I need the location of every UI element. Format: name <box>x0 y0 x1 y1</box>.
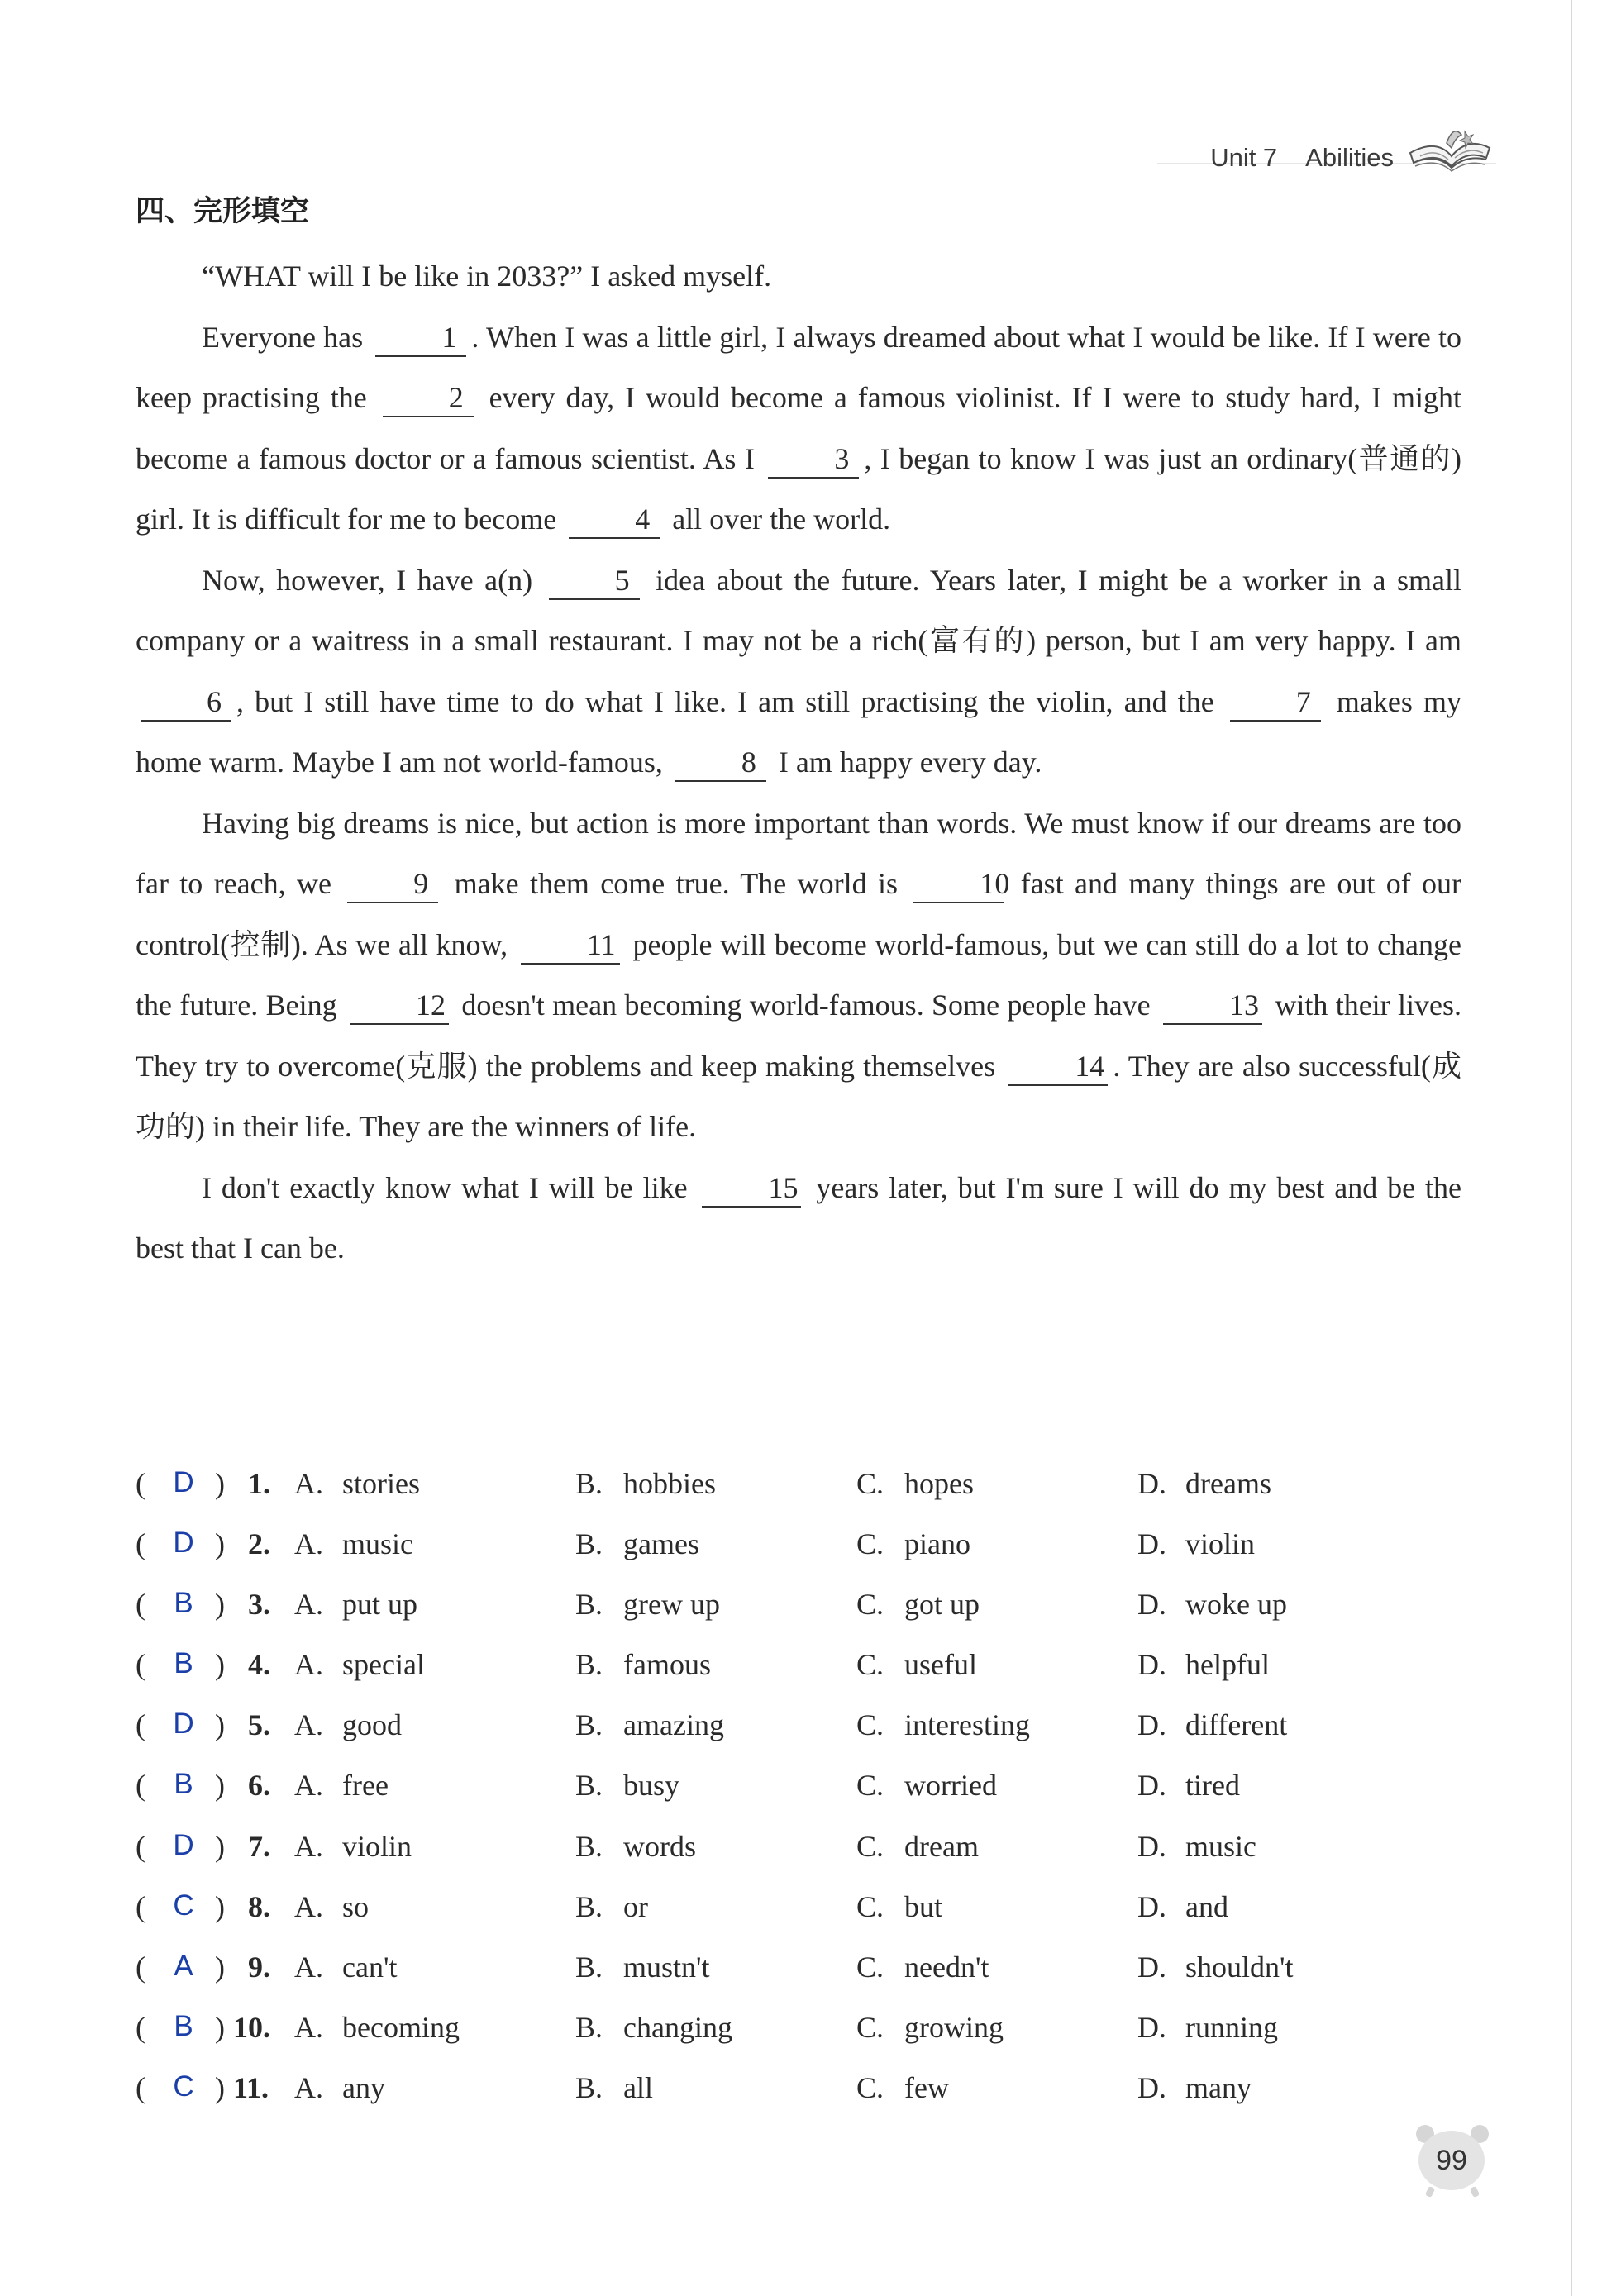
option-letter: C. <box>856 1708 884 1742</box>
question-row <box>132 1515 1422 1575</box>
option-letter: A. <box>294 1950 323 1984</box>
question-row <box>132 1998 1422 2059</box>
answer-letter: D <box>173 1466 194 1498</box>
question-number: 7. <box>248 1829 270 1863</box>
question-number: 1. <box>248 1467 270 1500</box>
question-row <box>132 1636 1422 1696</box>
passage-text: Having big dreams is nice, but action is more important than words. We must know if our dreams are too far to reach, we <box>136 806 1461 900</box>
option-letter: D. <box>1137 1527 1166 1561</box>
option-b <box>575 1466 716 1501</box>
option-text: changing <box>623 2010 732 2044</box>
question-row <box>132 1817 1422 1878</box>
option-text: becoming <box>342 2010 460 2044</box>
open-book-icon <box>1404 120 1495 178</box>
option-letter: B. <box>575 1708 603 1742</box>
option-text: good <box>342 1708 402 1742</box>
option-a <box>294 1768 389 1803</box>
option-c <box>856 1587 980 1622</box>
option-text: grew up <box>623 1588 720 1622</box>
option-d <box>1137 2070 1252 2105</box>
option-letter: A. <box>294 1588 323 1622</box>
option-a <box>294 2070 385 2105</box>
passage-paragraph <box>136 1158 1461 1279</box>
passage-paragraph <box>136 550 1461 793</box>
blank-14: 14 <box>1008 1050 1108 1086</box>
option-text: few <box>904 2070 949 2104</box>
option-text: got up <box>904 1588 980 1622</box>
passage-text: people will become world-famous, but we can still do a lot to change the future. Being <box>136 927 1462 1022</box>
option-b <box>575 2010 732 2045</box>
unit-title: Abilities <box>1305 143 1394 172</box>
option-c <box>856 1708 1030 1742</box>
cloze-passage <box>136 246 1461 1279</box>
option-letter: B. <box>575 2070 603 2104</box>
passage-text: every day, I would become a famous violinist. If I were to study hard, I might become a famous doctor or a famous scientist. As I <box>136 381 1462 475</box>
option-a <box>294 1950 397 1984</box>
paren-close: ) <box>215 2070 225 2104</box>
paren-open: ( <box>136 1829 145 1863</box>
paren-close: ) <box>215 1467 225 1500</box>
blank-3: 3 <box>768 442 859 479</box>
option-b <box>575 1829 696 1864</box>
blank-7: 7 <box>1230 685 1321 722</box>
option-a <box>294 1587 417 1622</box>
option-letter: D. <box>1137 1708 1166 1742</box>
passage-text: . They are also successful(成功的) in their life. They are the winners of life. <box>136 1049 1462 1143</box>
option-d <box>1137 1889 1228 1924</box>
unit-label: Unit 7 <box>1210 143 1278 172</box>
paren-close: ) <box>215 1588 225 1622</box>
option-b <box>575 1768 679 1803</box>
option-text: any <box>342 2070 385 2104</box>
passage-text: , I began to know I was just an ordinary(普通的) girl. It is difficult for me to become <box>136 441 1461 536</box>
option-d <box>1137 1466 1271 1501</box>
passage-text: years later, but I'm sure I will do my best and be the best that I can be. <box>136 1170 1461 1265</box>
paren-close: ) <box>215 1950 225 1984</box>
question-number: 10. <box>233 2010 270 2044</box>
running-header <box>1210 120 1495 173</box>
option-text: famous <box>623 1648 711 1682</box>
page-edge-line <box>1571 0 1572 2296</box>
option-text: music <box>1185 1829 1256 1863</box>
option-letter: C. <box>856 1527 884 1561</box>
passage-text: , but I still have time to do what I like. I am still practising the violin, and the <box>236 684 1214 718</box>
option-c <box>856 1527 970 1561</box>
header-text <box>1210 143 1394 173</box>
option-d <box>1137 2010 1278 2045</box>
answer-letter: C <box>173 1889 194 1922</box>
option-letter: D. <box>1137 1950 1166 1984</box>
option-b <box>575 1647 711 1682</box>
option-text: mustn't <box>623 1950 710 1984</box>
page-number-badge <box>1407 2116 1498 2198</box>
option-letter: A. <box>294 1527 323 1561</box>
option-text: running <box>1185 2010 1278 2044</box>
option-text: violin <box>342 1829 412 1863</box>
option-a <box>294 1829 412 1864</box>
passage-text: I don't exactly know what I will be like <box>202 1170 688 1204</box>
option-letter: A. <box>294 1769 323 1803</box>
passage-paragraph <box>136 246 1461 307</box>
option-c <box>856 1647 977 1682</box>
paren-close: ) <box>215 1527 225 1561</box>
paren-open: ( <box>136 1769 145 1803</box>
option-d <box>1137 1768 1240 1803</box>
option-text: dreams <box>1185 1467 1271 1500</box>
option-c <box>856 1829 979 1864</box>
option-letter: B. <box>575 1467 603 1500</box>
option-d <box>1137 1829 1256 1864</box>
option-b <box>575 1889 648 1924</box>
option-letter: A. <box>294 1829 323 1863</box>
answer-letter: B <box>174 2009 193 2042</box>
option-b <box>575 1950 710 1984</box>
option-text: amazing <box>623 1708 724 1742</box>
option-letter: C. <box>856 1950 884 1984</box>
option-text: shouldn't <box>1185 1950 1294 1984</box>
option-letter: D. <box>1137 1829 1166 1863</box>
blank-9: 9 <box>347 867 438 903</box>
option-text: woke up <box>1185 1588 1287 1622</box>
option-a <box>294 1889 369 1924</box>
paren-open: ( <box>136 2070 145 2104</box>
option-text: but <box>904 1889 943 1923</box>
option-text: piano <box>904 1527 970 1561</box>
option-a <box>294 1527 413 1561</box>
option-text: tired <box>1185 1769 1240 1803</box>
option-text: music <box>342 1527 413 1561</box>
option-letter: A. <box>294 2010 323 2044</box>
paren-close: ) <box>215 1769 225 1803</box>
option-d <box>1137 1950 1294 1984</box>
blank-4: 4 <box>569 503 660 539</box>
blank-8: 8 <box>675 745 766 782</box>
question-row <box>132 1878 1422 1938</box>
option-letter: A. <box>294 1648 323 1682</box>
option-letter: D. <box>1137 2010 1166 2044</box>
paren-open: ( <box>136 1950 145 1984</box>
blank-5: 5 <box>549 564 640 600</box>
paren-open: ( <box>136 1588 145 1622</box>
question-number: 4. <box>248 1648 270 1682</box>
multiple-choice-list <box>132 1455 1422 2119</box>
option-text: worried <box>904 1769 997 1803</box>
option-text: or <box>623 1889 648 1923</box>
paren-close: ) <box>215 1889 225 1923</box>
passage-text: I am happy every day. <box>778 745 1042 779</box>
paren-close: ) <box>215 1708 225 1742</box>
answer-letter: A <box>174 1949 193 1982</box>
option-letter: A. <box>294 2070 323 2104</box>
question-number: 3. <box>248 1588 270 1622</box>
option-text: hopes <box>904 1467 974 1500</box>
passage-text: . When I was a little girl, I always dreamed about what I would be like. If I were to keep practising the <box>136 320 1461 414</box>
option-a <box>294 2010 460 2045</box>
passage-text: idea about the future. Years later, I might be a worker in a small company or a waitress in a small restaurant. I may not be a rich(富有的) person, but I am very happy. I am <box>136 563 1462 657</box>
option-text: special <box>342 1648 425 1682</box>
option-a <box>294 1647 425 1682</box>
section-title: 四、完形填空 <box>136 195 310 228</box>
option-letter: D. <box>1137 1769 1166 1803</box>
option-c <box>856 1466 974 1501</box>
option-b <box>575 1587 720 1622</box>
option-letter: B. <box>575 1648 603 1682</box>
paren-close: ) <box>215 1648 225 1682</box>
question-row <box>132 1575 1422 1636</box>
answer-letter: B <box>174 1647 193 1680</box>
option-letter: B. <box>575 2010 603 2044</box>
passage-text: with their lives. They try to overcome(克服) the problems and keep making themselves <box>136 988 1461 1083</box>
option-letter: C. <box>856 1648 884 1682</box>
option-letter: A. <box>294 1467 323 1500</box>
option-c <box>856 1889 942 1924</box>
option-c <box>856 2070 949 2105</box>
option-text: different <box>1185 1708 1288 1742</box>
option-text: can't <box>342 1950 398 1984</box>
question-number: 11. <box>233 2070 269 2104</box>
answer-letter: B <box>174 1587 193 1620</box>
option-letter: A. <box>294 1708 323 1742</box>
paren-open: ( <box>136 2010 145 2044</box>
option-d <box>1137 1587 1287 1622</box>
answer-letter: D <box>173 1708 194 1741</box>
option-letter: D. <box>1137 1648 1166 1682</box>
paren-open: ( <box>136 1708 145 1742</box>
paren-open: ( <box>136 1467 145 1500</box>
option-letter: D. <box>1137 1588 1166 1622</box>
passage-text: make them come true. The world is <box>454 867 898 900</box>
blank-2: 2 <box>383 381 474 417</box>
option-b <box>575 1527 699 1561</box>
passage-text: Everyone has <box>202 320 364 354</box>
option-text: stories <box>342 1467 420 1500</box>
option-text: put up <box>342 1588 418 1622</box>
option-text: all <box>623 2070 653 2104</box>
passage-text: fast and many things are out of our control(控制). As we all know, <box>136 867 1462 961</box>
blank-15: 15 <box>702 1171 801 1208</box>
answer-letter: B <box>174 1768 193 1801</box>
question-number: 5. <box>248 1708 270 1742</box>
paren-close: ) <box>215 2010 225 2044</box>
option-text: words <box>623 1829 696 1863</box>
option-letter: C. <box>856 1829 884 1863</box>
answer-letter: D <box>173 1527 194 1560</box>
option-letter: B. <box>575 1950 603 1984</box>
option-d <box>1137 1527 1255 1561</box>
option-letter: C. <box>856 2070 884 2104</box>
paren-open: ( <box>136 1527 145 1561</box>
option-text: helpful <box>1185 1648 1270 1682</box>
paren-close: ) <box>215 1829 225 1863</box>
answer-letter: D <box>173 1828 194 1861</box>
option-a <box>294 1466 420 1501</box>
option-letter: B. <box>575 1829 603 1863</box>
option-d <box>1137 1708 1287 1742</box>
option-text: needn't <box>904 1950 989 1984</box>
option-letter: D. <box>1137 1467 1166 1500</box>
option-letter: B. <box>575 1527 603 1561</box>
passage-text: makes my home warm. Maybe I am not world-famous, <box>136 684 1461 779</box>
option-text: many <box>1185 2070 1252 2104</box>
paren-open: ( <box>136 1648 145 1682</box>
passage-paragraph <box>136 307 1461 550</box>
option-text: hobbies <box>623 1467 716 1500</box>
answer-letter: C <box>173 2070 194 2103</box>
option-text: dream <box>904 1829 979 1863</box>
option-letter: C. <box>856 1889 884 1923</box>
option-letter: C. <box>856 2010 884 2044</box>
question-row <box>132 1938 1422 1998</box>
option-letter: B. <box>575 1588 603 1622</box>
option-text: violin <box>1185 1527 1256 1561</box>
paren-open: ( <box>136 1889 145 1923</box>
page-number: 99 <box>1418 2131 1485 2190</box>
option-c <box>856 1768 997 1803</box>
blank-6: 6 <box>141 685 231 722</box>
blank-1: 1 <box>375 321 466 357</box>
passage-text: “WHAT will I be like in 2033?” I asked myself. <box>202 260 772 293</box>
option-letter: D. <box>1137 2070 1166 2104</box>
question-row <box>132 1455 1422 1515</box>
option-c <box>856 1950 989 1984</box>
option-d <box>1137 1647 1270 1682</box>
question-number: 8. <box>248 1889 270 1923</box>
option-letter: A. <box>294 1889 323 1923</box>
blank-10: 10 <box>913 867 1004 903</box>
question-row <box>132 1696 1422 1756</box>
option-text: games <box>623 1527 699 1561</box>
option-letter: C. <box>856 1588 884 1622</box>
passage-text: Now, however, I have a(n) <box>202 563 533 597</box>
option-b <box>575 2070 653 2105</box>
option-text: interesting <box>904 1708 1030 1742</box>
option-text: busy <box>623 1769 680 1803</box>
option-text: useful <box>904 1648 977 1682</box>
option-letter: B. <box>575 1769 603 1803</box>
question-number: 9. <box>248 1950 270 1984</box>
option-a <box>294 1708 402 1742</box>
question-number: 6. <box>248 1769 270 1803</box>
option-c <box>856 2010 1004 2045</box>
passage-text: all over the world. <box>672 503 891 536</box>
option-letter: B. <box>575 1889 603 1923</box>
blank-12: 12 <box>350 988 449 1025</box>
option-letter: C. <box>856 1467 884 1500</box>
option-text: so <box>342 1889 370 1923</box>
question-number: 2. <box>248 1527 270 1561</box>
passage-text: doesn't mean becoming world-famous. Some people have <box>461 988 1151 1022</box>
question-row <box>132 1756 1422 1817</box>
option-text: and <box>1185 1889 1228 1923</box>
question-row <box>132 2059 1422 2119</box>
option-b <box>575 1708 724 1742</box>
option-text: free <box>342 1769 389 1803</box>
blank-13: 13 <box>1163 988 1262 1025</box>
option-letter: C. <box>856 1769 884 1803</box>
option-text: growing <box>904 2010 1004 2044</box>
passage-paragraph <box>136 793 1461 1158</box>
blank-11: 11 <box>521 928 620 965</box>
option-letter: D. <box>1137 1889 1166 1923</box>
